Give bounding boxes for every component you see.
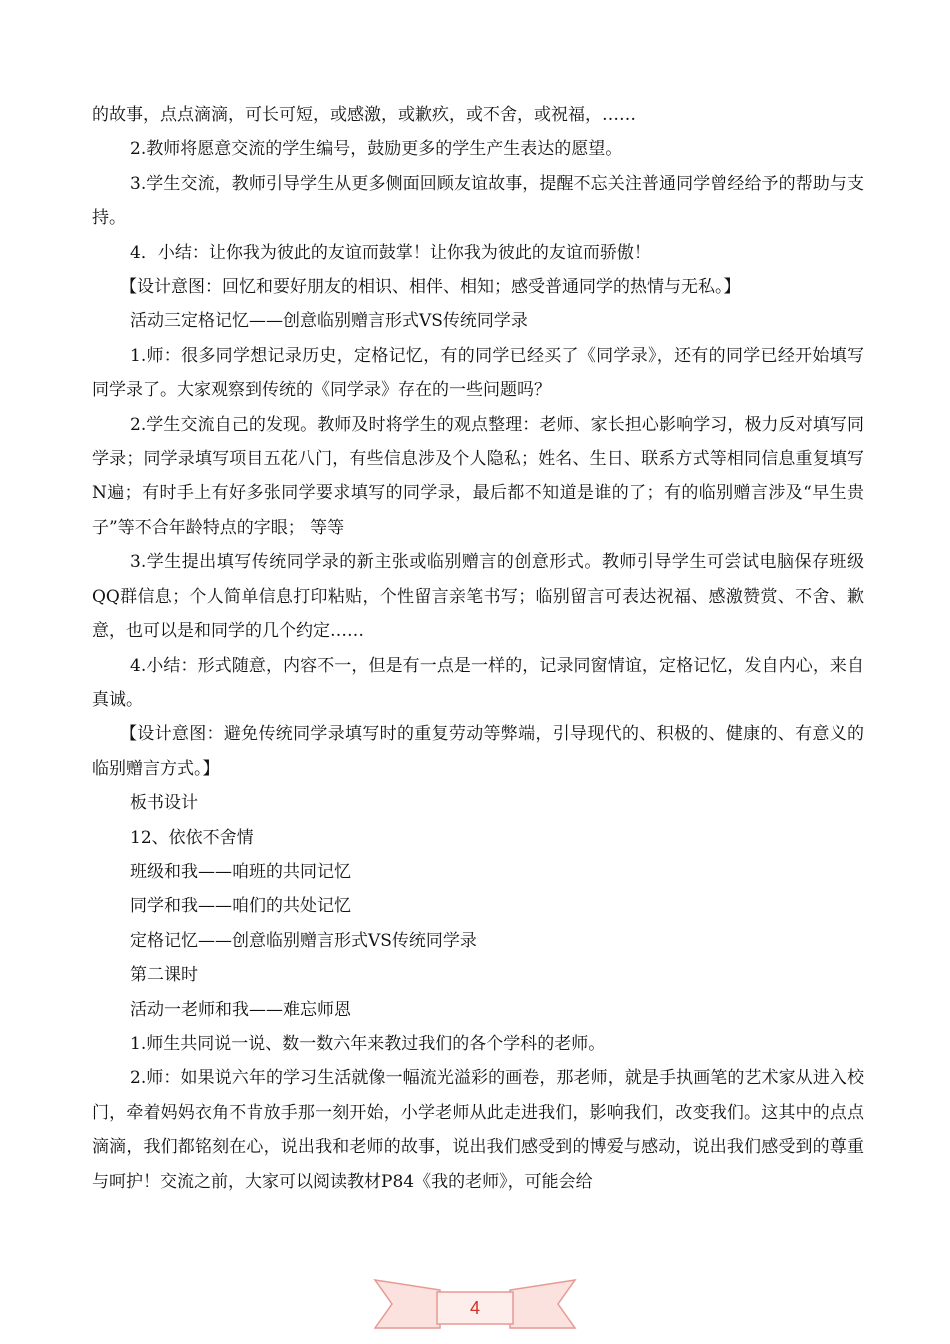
board-line-3: 定格记忆——创意临别赠言形式VS传统同学录 [130,930,477,951]
page-number: 4 [469,1298,480,1318]
paragraph-20: 2.师：如果说六年的学习生活就像一幅流光溢彩的画卷，那老师，就是手执画笔的艺术家从进入校门，牵着妈妈衣角不肯放手那一刻开始，小学老师从此走进我们，影响我们，改变我们。这其中的点点滴滴，我们都铭刻在心，说出我和老师的故事，说出我们感受到的博爱与感动，说出我们感受到的尊重与呵护！交流之前，大家可以阅读教材P84《我的老师》，可能会给 [92,1068,864,1192]
design-intent-2: 【设计意图：避免传统同学录填写时的重复劳动等弊端，引导现代的、积极的、健康的、有意义的临别赠言方式。】 [92,724,864,779]
paragraph-9: 3.学生提出填写传统同学录的新主张或临别赠言的创意形式。教师引导学生可尝试电脑保存班级QQ群信息；个人简单信息打印粘贴，个性留言亲笔书写；临别留言可表达祝福、感激赞赏、不舍、歉意，也可以是和同学的几个约定…… [92,552,864,642]
paragraph-2: 2.教师将愿意交流的学生编号，鼓励更多的学生产生表达的愿望。 [130,139,623,160]
board-design-heading: 板书设计 [130,793,198,814]
board-line-1: 班级和我——咱班的共同记忆 [130,861,351,882]
paragraph-8: 2.学生交流自己的发现。教师及时将学生的观点整理：老师、家长担心影响学习，极力反对填写同学录；同学录填写项目五花八门，有些信息涉及个人隐私；姓名、生日、联系方式等相同信息重复填写N遍；有时手上有好多张同学要求填写的同学录，最后都不知道是谁的了；有的临别赠言涉及“早生贵子”等不合年龄特点的字眼； 等等 [92,414,864,538]
design-intent-1: 【设计意图：回忆和要好朋友的相识、相伴、相知；感受普通同学的热情与无私。】 [120,277,741,298]
board-line-2: 同学和我——咱们的共处记忆 [130,896,351,917]
paragraph-7: 1.师：很多同学想记录历史，定格记忆，有的同学已经买了《同学录》，还有的同学已经开始填写同学录了。大家观察到传统的《同学录》存在的一些问题吗？ [92,345,864,401]
document-body [92,98,864,1199]
paragraph-19: 1.师生共同说一说、数一数六年来教过我们的各个学科的老师。 [130,1033,606,1054]
paragraph-10: 4.小结：形式随意，内容不一，但是有一点是一样的，记录同窗情谊，定格记忆，发自内心，来自真诚。 [92,655,864,710]
lesson-2-heading: 第二课时 [130,965,198,986]
activity-1-heading: 活动一老师和我——难忘师恩 [130,999,351,1020]
paragraph-1: 的故事，点点滴滴，可长可短，或感激，或歉疚，或不舍，或祝福，…… [92,105,636,125]
paragraph-3: 3.学生交流，教师引导学生从更多侧面回顾友谊故事，提醒不忘关注普通同学曾经给予的帮助与支持。 [92,173,864,229]
board-title: 12、依依不舍情 [130,827,254,848]
activity-3-heading: 活动三定格记忆——创意临别赠言形式VS传统同学录 [130,311,528,332]
paragraph-4: 4．小结：让你我为彼此的友谊而鼓掌！让你我为彼此的友谊而骄傲！ [130,242,651,263]
